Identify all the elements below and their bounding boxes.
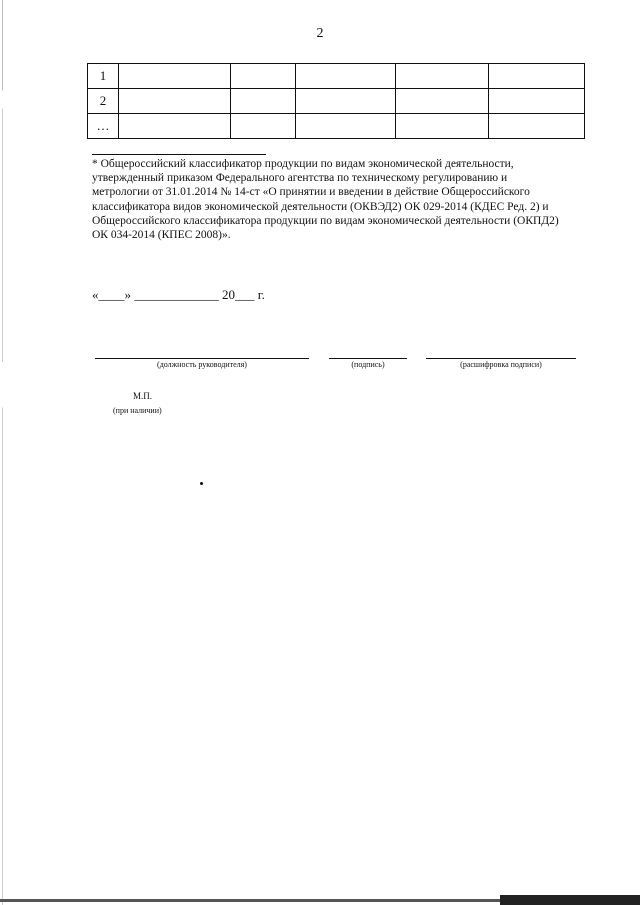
footnote-line: метрологии от 31.01.2014 № 14-ст «О принятии и введении в действие Общероссийского xyxy=(92,186,530,199)
table-cell xyxy=(489,114,585,139)
table-cell xyxy=(231,64,296,89)
table-row xyxy=(88,114,585,139)
table-cell xyxy=(231,89,296,114)
table-cell xyxy=(296,89,396,114)
decryption-caption: (расшифровка подписи) xyxy=(460,360,542,369)
decryption-signature-line xyxy=(426,358,576,359)
position-signature-line xyxy=(95,358,309,359)
footnote-line: Общероссийского классификатора продукции по видам экономической деятельности (ОКПД2) xyxy=(92,214,559,227)
date-line: «____» _____________ 20___ г. xyxy=(92,287,265,302)
table-cell xyxy=(119,64,231,89)
table-cell-number: … xyxy=(88,114,119,139)
data-table xyxy=(87,63,585,139)
table-cell xyxy=(296,114,396,139)
table-cell xyxy=(396,64,489,89)
stamp-note: (при наличии) xyxy=(113,406,162,415)
table-cell xyxy=(119,114,231,139)
page-number: 2 xyxy=(316,26,324,41)
footnote-rule xyxy=(92,154,266,155)
footnote xyxy=(92,157,592,242)
table-cell-number: 2 xyxy=(88,89,119,114)
table-row xyxy=(88,89,585,114)
footnote-line: утвержденный приказом Федерального агентства по техническому регулированию и xyxy=(92,172,508,185)
footnote-line: классификатора видов экономической деятельности (ОКВЭД2) ОК 029-2014 (КДЕС Ред. 2) и xyxy=(92,200,549,213)
footnote-line: ОК 034-2014 (КПЕС 2008)». xyxy=(92,229,231,242)
scan-edge-corner xyxy=(500,895,640,905)
table-cell xyxy=(396,114,489,139)
scan-edge-left xyxy=(2,0,3,905)
table-cell-number: 1 xyxy=(88,64,119,89)
table-row xyxy=(88,64,585,89)
signature-line xyxy=(329,358,407,359)
scan-speck xyxy=(200,482,203,485)
table-cell xyxy=(231,114,296,139)
stamp-label: М.П. xyxy=(133,391,153,401)
table-cell xyxy=(119,89,231,114)
position-caption: (должность руководителя) xyxy=(157,360,247,369)
footnote-line: * Общероссийский классификатор продукции по видам экономической деятельности, xyxy=(92,158,514,170)
signature-caption: (подпись) xyxy=(351,360,385,369)
table-cell xyxy=(396,89,489,114)
table-cell xyxy=(296,64,396,89)
table-cell xyxy=(489,89,585,114)
table-cell xyxy=(489,64,585,89)
